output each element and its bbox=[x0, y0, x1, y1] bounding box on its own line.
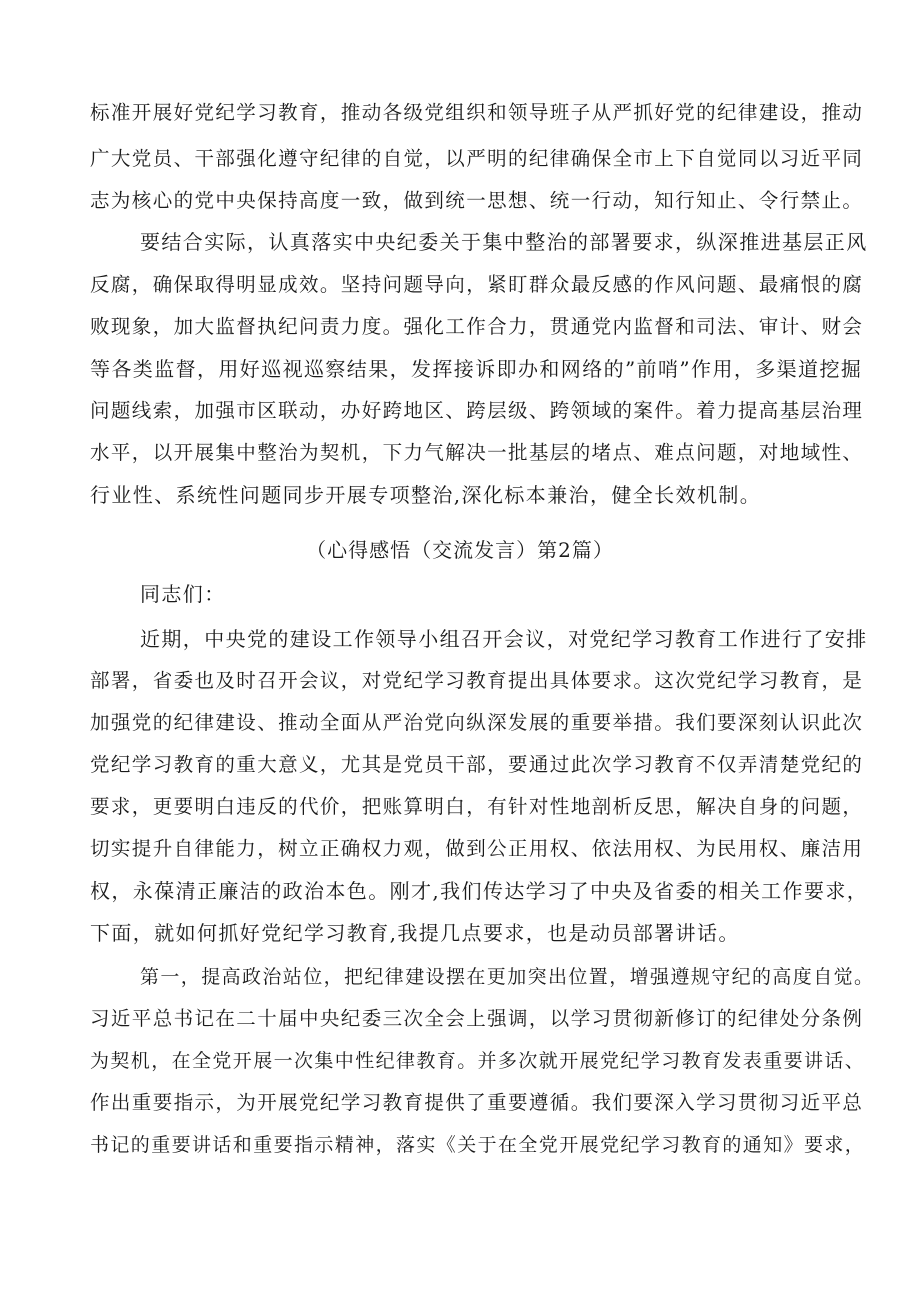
paragraph-line: 水平，以开展集中整治为契机，下力气解决一批基层的堵点、难点问题，对地域性、 bbox=[90, 441, 864, 464]
paragraph-line: 作出重要指示，为开展党纪学习教育提供了重要遵循。我们要深入学习贯彻习近平总 bbox=[90, 1091, 864, 1114]
paragraph-line: 为契机，在全党开展一次集中性纪律教育。并多次就开展党纪学习教育发表重要讲话、 bbox=[90, 1050, 866, 1072]
paragraph-line: 切实提升自律能力，树立正确权力观，做到公正用权、依法用权、为民用权、廉洁用 bbox=[90, 837, 864, 860]
paragraph-line: 权，永葆清正廉洁的政治本色。刚才,我们传达学习了中央及省委的相关工作要求， bbox=[90, 879, 869, 903]
salutation: 同志们： bbox=[140, 582, 226, 606]
paragraph-line: 党纪学习教育的重大意义，尤其是党员干部，要通过此次学习教育不仅弄清楚党纪的 bbox=[90, 753, 864, 776]
paragraph-line: 书记的重要讲话和重要指示精神，落实《关于在全党开展党纪学习教育的通知》要求， bbox=[90, 1134, 866, 1156]
paragraph-line: 反腐，确保取得明显成效。坚持问题导向，紧盯群众最反感的作风问题、最痛恨的腐 bbox=[90, 273, 864, 296]
paragraph-line: 广大党员、干部强化遵守纪律的自觉，以严明的纪律确保全市上下自觉同以习近平同 bbox=[90, 147, 864, 170]
paragraph-line: 行业性、系统性问题同步开展专项整治,深化标本兼治，健全长效机制。 bbox=[90, 483, 762, 507]
paragraph-line: 下面，就如何抓好党纪学习教育,我提几点要求，也是动员部署讲话。 bbox=[90, 921, 740, 945]
section-heading: （心得感悟（交流发言）第2篇） bbox=[306, 538, 614, 562]
paragraph-line: 败现象，加大监督执纪问责力度。强化工作合力，贯通党内监督和司法、审计、财会 bbox=[90, 315, 864, 338]
paragraph-line: 志为核心的党中央保持高度一致，做到统一思想、统一行动，知行知止、令行禁止。 bbox=[90, 189, 864, 212]
paragraph-line: 近期，中央党的建设工作领导小组召开会议，对党纪学习教育工作进行了安排 bbox=[140, 627, 868, 651]
paragraph-line: 加强党的纪律建设、推动全面从严治党向纵深发展的重要举措。我们要深刻认识此次 bbox=[90, 711, 864, 734]
paragraph-line: 等各类监督，用好巡视巡察结果，发挥接诉即办和网络的”前哨”作用，多渠道挖掘 bbox=[90, 357, 863, 381]
paragraph-line: 标准开展好党纪学习教育，推动各级党组织和领导班子从严抓好党的纪律建设，推动 bbox=[90, 101, 864, 124]
paragraph-line: 要求，更要明白违反的代价，把账算明白，有针对性地剖析反思，解决自身的问题， bbox=[90, 795, 864, 818]
paragraph-line: 第一，提高政治站位，把纪律建设摆在更加突出位置，增强遵规守纪的高度自觉。 bbox=[140, 966, 875, 988]
paragraph-line: 习近平总书记在二十届中央纪委三次全会上强调，以学习贯彻新修订的纪律处分条例 bbox=[90, 1007, 864, 1030]
paragraph-line: 要结合实际，认真落实中央纪委关于集中整治的部署要求，纵深推进基层正风 bbox=[140, 230, 868, 254]
paragraph-line: 部署，省委也及时召开会议，对党纪学习教育提出具体要求。这次党纪学习教育，是 bbox=[90, 669, 864, 692]
paragraph-line: 问题线索，加强市区联动，办好跨地区、跨层级、跨领域的案件。着力提高基层治理 bbox=[90, 399, 864, 422]
